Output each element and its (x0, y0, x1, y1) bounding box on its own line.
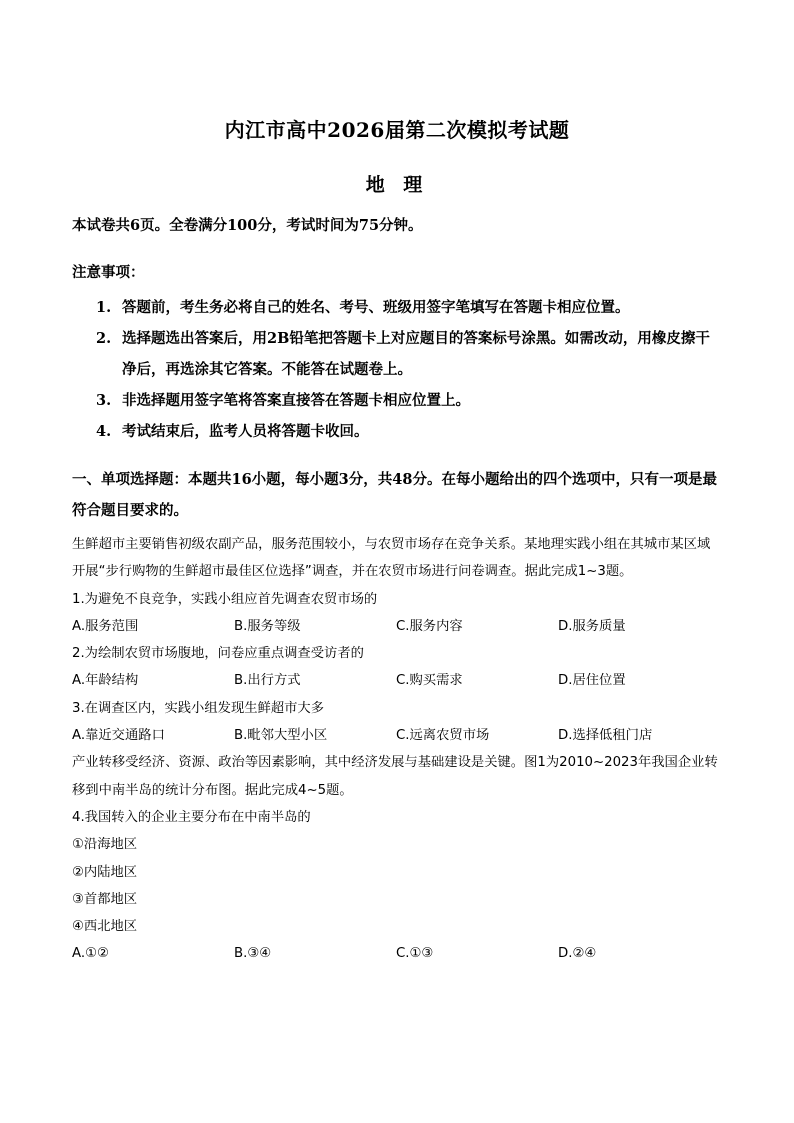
note-number: 1. (96, 299, 112, 316)
option-a: A.①② (72, 946, 109, 962)
option-b: B.服务等级 (234, 618, 301, 634)
section-heading: 一、单项选择题：本题共16小题，每小题3分，共48分。在每小题给出的四个选项中，只有一项是最符合题目要求的。 (72, 471, 717, 519)
option-c: C.远离农贸市场 (396, 728, 490, 744)
option-d: D.居住位置 (558, 673, 626, 689)
option-d: D.服务质量 (558, 618, 626, 634)
subject-title: 地 理 (365, 174, 429, 196)
choice-item: ②内陆地区 (72, 864, 138, 880)
note-item (96, 323, 720, 385)
option-a: A.靠近交通路口 (72, 728, 165, 744)
passage-text: 产业转移受经济、资源、政治等因素影响，其中经济发展与基础建设是关键。图1为2010~2023年我国企业转移到中南半岛的统计分布图。据此完成4~5题。 (72, 755, 718, 798)
notes-heading: 注意事项： (72, 264, 145, 281)
note-item (96, 385, 720, 416)
option-d: D.②④ (558, 946, 597, 962)
question-stem: 3.在调查区内，实践小组发现生鲜超市大多 (72, 700, 325, 716)
note-number: 2. (96, 330, 112, 347)
note-item (96, 292, 720, 323)
note-item (96, 416, 720, 447)
option-c: C.购买需求 (396, 673, 463, 689)
notes-list (96, 292, 720, 447)
option-row (72, 613, 722, 640)
passage-text: 生鲜超市主要销售初级农副产品，服务范围较小，与农贸市场存在竞争关系。某地理实践小组在其城市某区域开展“步行购物的生鲜超市最佳区位选择”调查，并在农贸市场进行问卷调查。据此完成1~3题。 (72, 537, 711, 580)
note-text: 考试结束后，监考人员将答题卡收回。 (122, 423, 369, 440)
option-a: A.服务范围 (72, 618, 139, 634)
question-stem: 4.我国转入的企业主要分布在中南半岛的 (72, 809, 311, 825)
question-stem: 1.为避免不良竞争，实践小组应首先调查农贸市场的 (72, 591, 378, 607)
note-number: 4. (96, 423, 112, 440)
question-body (72, 531, 722, 968)
option-c: C.服务内容 (396, 618, 463, 634)
option-a: A.年龄结构 (72, 673, 139, 689)
note-text: 非选择题用签字笔将答案直接答在答题卡相应位置上。 (122, 392, 470, 409)
choice-item: ①沿海地区 (72, 837, 138, 853)
choice-item: ③首都地区 (72, 891, 138, 907)
option-row (72, 667, 722, 694)
option-b: B.出行方式 (234, 673, 301, 689)
option-d: D.选择低租门店 (558, 728, 653, 744)
option-c: C.①③ (396, 946, 434, 962)
option-row (72, 940, 722, 967)
option-b: B.毗邻大型小区 (234, 728, 328, 744)
question-stem: 2.为绘制农贸市场腹地，问卷应重点调查受访者的 (72, 646, 364, 662)
note-number: 3. (96, 392, 112, 409)
choice-item: ④西北地区 (72, 919, 138, 935)
exam-intro: 本试卷共6页。全卷满分100分，考试时间为75分钟。 (72, 217, 423, 234)
note-text: 答题前，考生务必将自己的姓名、考号、班级用签字笔填写在答题卡相应位置。 (122, 299, 630, 316)
option-b: B.③④ (234, 946, 272, 962)
exam-title: 内江市高中2026届第二次模拟考试题 (224, 118, 570, 142)
option-row (72, 722, 722, 749)
note-text: 选择题选出答案后，用2B铅笔把答题卡上对应题目的答案标号涂黑。如需改动，用橡皮擦干净后，再选涂其它答案。不能答在试题卷上。 (122, 330, 710, 378)
